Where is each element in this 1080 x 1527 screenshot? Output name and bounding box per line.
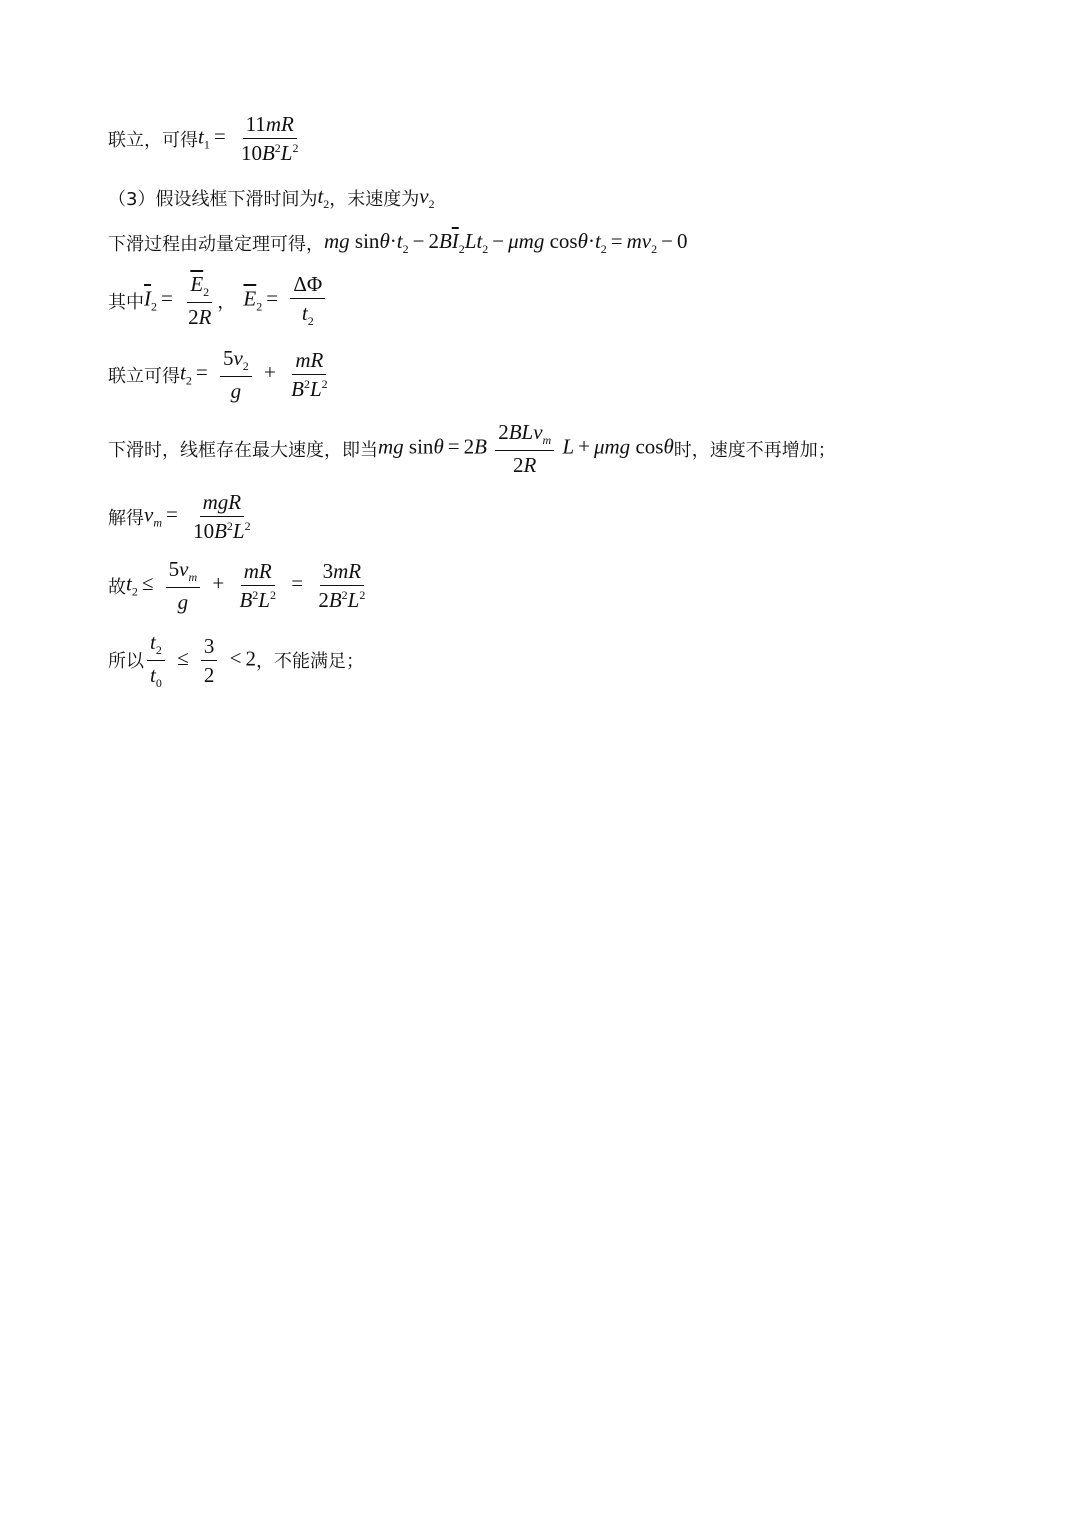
- equation-line-2: （3）假设线框下滑时间为 $t_2$ ，末速度为 $v_2$: [108, 184, 435, 212]
- line-2-text: （3）假设线框下滑时间为: [108, 189, 318, 211]
- line-8-text: 故: [108, 576, 126, 598]
- line-9-text: 所以: [108, 651, 144, 673]
- line-9-suffix: ，不能满足；: [255, 651, 364, 673]
- equation-line-9: 所以 $\frac{t_2}{t_0}$ ≤ $\frac{3}{2}$ < 2 ，不能满足；: [108, 630, 364, 691]
- equation-line-1: [108, 112, 304, 165]
- formula-t1: $t_1$ = $\frac{11mR}{10B^2L^2}$: [198, 112, 299, 166]
- equation-line-4: 其中 $\overline{I}_2$ = $\frac{\overline{E}_2}{2R}$ ， $\overline{E}_2$ = $\frac{\Delta\Phi}{t_2}$: [108, 272, 328, 329]
- line-3-text: 下滑过程由动量定理可得，: [108, 234, 324, 256]
- equation-line-3: [108, 229, 687, 257]
- line-6-suffix: 时，速度不再增加；: [673, 439, 836, 461]
- line-4-sep: ，: [217, 291, 236, 313]
- line-6-text: 下滑时，线框存在最大速度，即当: [108, 439, 378, 461]
- line-4-text: 其中: [108, 291, 144, 313]
- equation-line-8: 故 $t_2$ ≤ $\frac{5v_m}{g}$ + $\frac{mR}{B^2L^2}$ = $\frac{3mR}{2B^2L^2}$: [108, 557, 366, 614]
- line-2-mid: ，末速度为: [329, 189, 420, 211]
- formula-momentum: mg $\sin\theta\cdot t_2 - 2B\overline{I}_2Lt_2 - \mu mg$ $\cos\theta\cdot t_2 = mv_2 - 0$: [324, 229, 688, 257]
- equation-line-7: 解得 $v_m$ = $\frac{\text{mgR}}{10B^2L^2}$: [108, 490, 251, 544]
- equation-line-6: 下滑时，线框存在最大速度，即当 mg sinθ = 2B $\frac{2BLv_m}{2R}$ L + μmg cosθ 时，速度不再增加；: [108, 420, 836, 477]
- line-5-text: 联立可得: [108, 365, 180, 387]
- line-1-text: 联立，可得: [108, 129, 198, 151]
- equation-line-5: 联立可得 $t_2$ = $\frac{5v_2}{g}$ + $\frac{mR}{B^2L^2}$: [108, 346, 328, 403]
- line-7-text: 解得: [108, 507, 144, 529]
